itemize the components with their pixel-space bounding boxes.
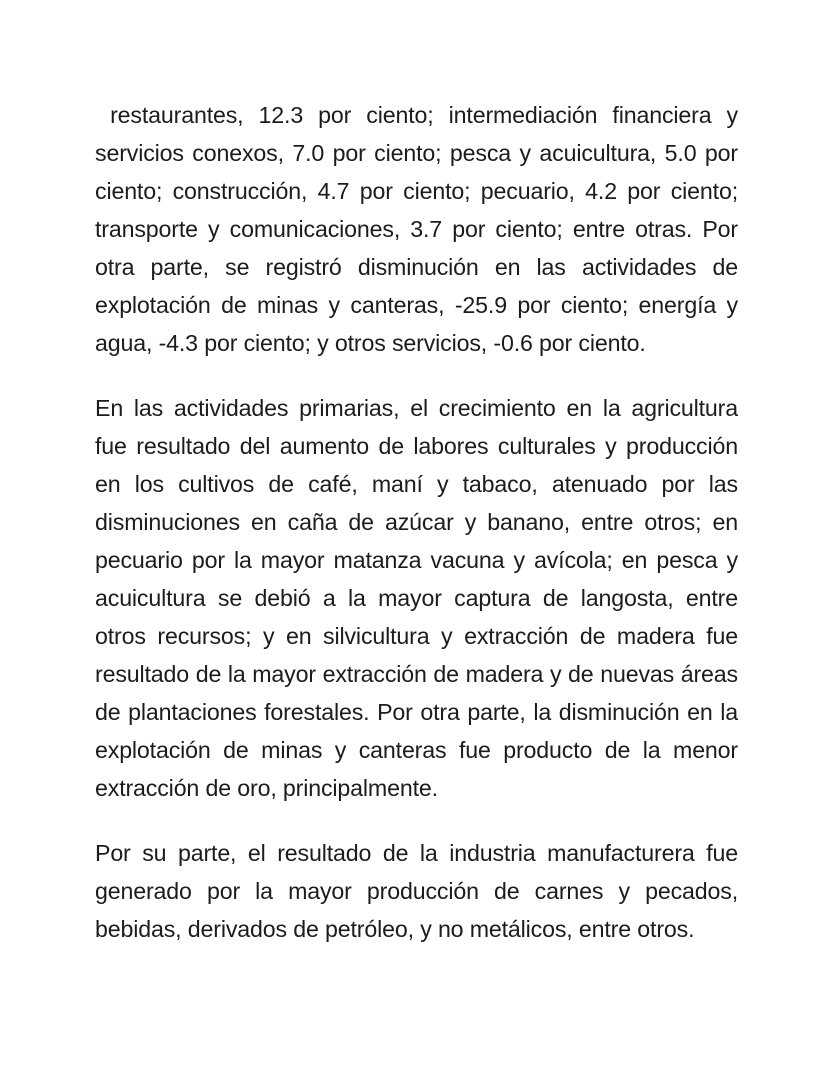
document-body bbox=[95, 96, 745, 948]
paragraph-actividades-primarias: En las actividades primarias, el crecimiento en la agricultura fue resultado del aumento de labores culturales y producción en los cultivos de café, maní y tabaco, atenuado por las disminuciones en caña de azúcar y banano, entre otros; en pecuario por la mayor matanza vacuna y avícola; en pesca y acuicultura se debió a la mayor captura de langosta, entre otros recursos; y en silvicultura y extracción de madera fue resultado de la mayor extracción de madera y de nuevas áreas de plantaciones forestales. Por otra parte, la disminución en la explotación de minas y canteras fue producto de la menor extracción de oro, principalmente. bbox=[95, 395, 745, 801]
paragraph-industria-manufacturera: Por su parte, el resultado de la industria manufacturera fue generado por la mayor producción de carnes y pecados, bebidas, derivados de petróleo, y no metálicos, entre otros. bbox=[95, 840, 745, 942]
paragraph-sectores-crecimiento: restaurantes, 12.3 por ciento; intermediación financiera y servicios conexos, 7.0 por ciento; pesca y acuicultura, 5.0 por ciento; construcción, 4.7 por ciento; pecuario, 4.2 por ciento; transporte y comunicaciones, 3.7 por ciento; entre otras. Por otra parte, se registró disminución en las actividades de explotación de minas y canteras, -25.9 por ciento; energía y agua, -4.3 por ciento; y otros servicios, -0.6 por ciento. bbox=[95, 102, 745, 356]
